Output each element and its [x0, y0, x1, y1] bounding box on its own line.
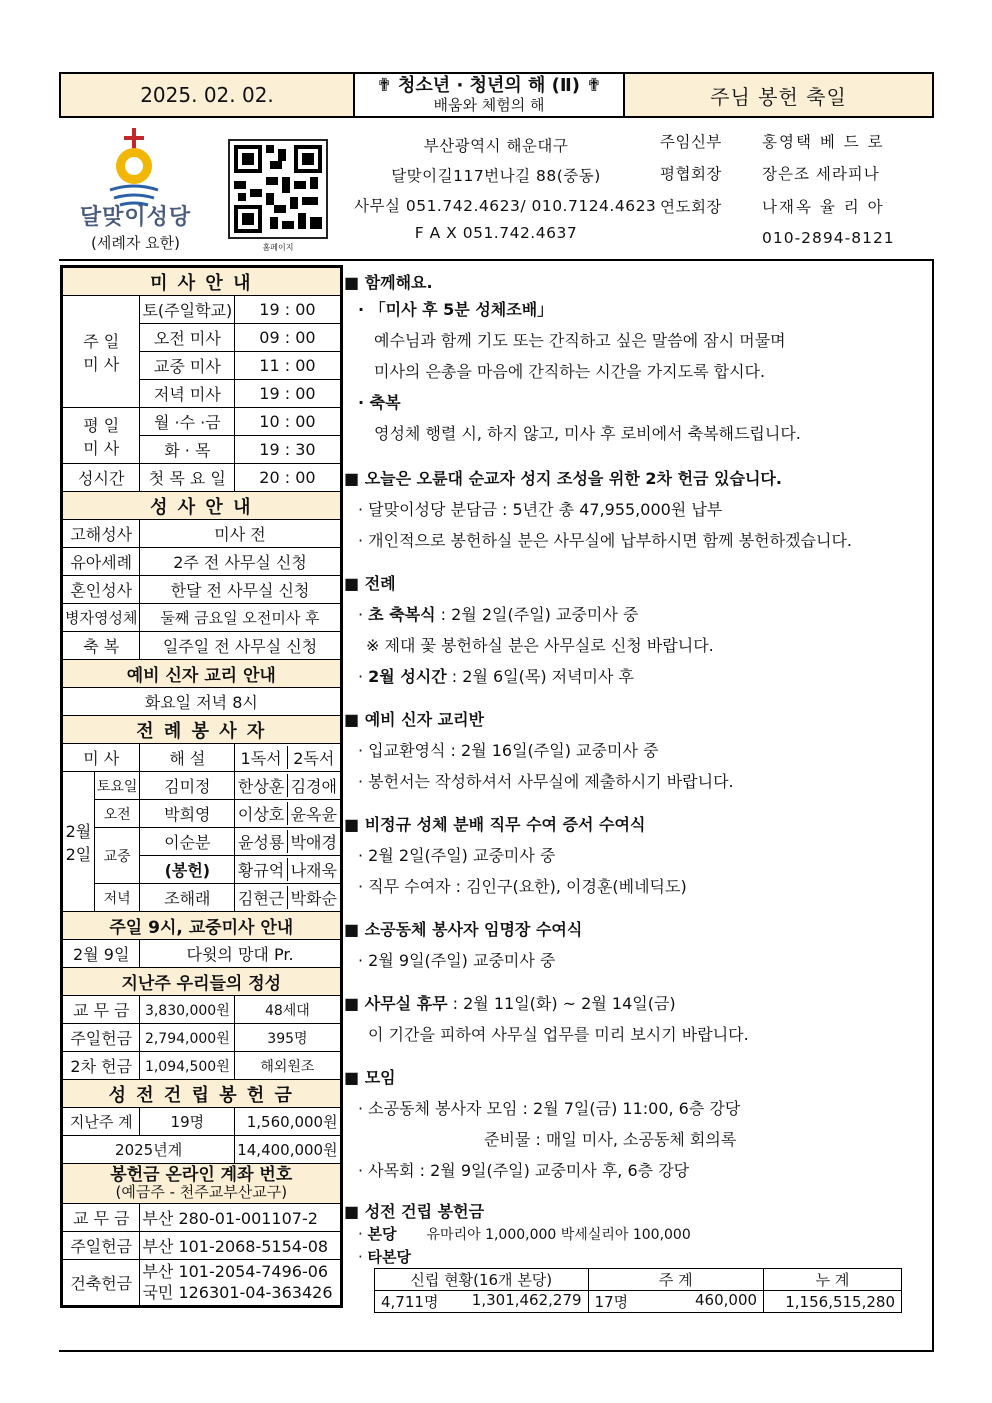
left-info-column — [60, 265, 343, 1308]
notice-item: · 초 축복식 : 2월 2일(주일) 교중미사 중 — [358, 605, 639, 624]
notice-text: 이 기간을 피하여 사무실 업무를 미리 보시기 바랍니다. — [368, 1025, 749, 1044]
sacrament-value: 둘째 금요일 오전미사 후 — [140, 604, 340, 632]
parish-logo — [78, 124, 193, 254]
header-bar — [59, 72, 934, 118]
year-theme — [355, 74, 625, 116]
sunday9-value: 다윗의 망대 Pr. — [140, 940, 340, 968]
notice-item: · 축복 — [358, 393, 401, 412]
server-offertory: (봉헌) — [140, 856, 235, 884]
notice-item: · 입교환영식 : 2월 16일(주일) 교중미사 중 — [358, 741, 659, 760]
catechumen-title: 예비 신자 교리 안내 — [63, 660, 341, 688]
server-readers: 윤성룡 박애경 — [235, 828, 340, 856]
notice-text: 준비물 : 매일 미사, 소공동체 회의록 — [484, 1130, 737, 1149]
server-readers: 한상훈 김경애 — [235, 772, 340, 800]
notice-heading: ■ 오늘은 오륜대 순교자 성지 조성을 위한 2차 헌금 있습니다. — [344, 469, 782, 488]
square-bullet-icon: ■ — [344, 1202, 365, 1221]
mass-title: 미 사 안 내 — [63, 268, 341, 296]
building-year-amount: 14,400,000원 — [235, 1136, 340, 1164]
servers-date: 2월 2일 — [63, 772, 95, 912]
notice-item: · 「미사 후 5분 성체조배」 — [358, 300, 554, 319]
offering-name: 2차 헌금 — [63, 1052, 140, 1080]
building-lastweek-count: 19명 — [140, 1108, 235, 1136]
square-bullet-icon: ■ — [344, 920, 365, 939]
mass-time: 09 : 00 — [235, 324, 340, 352]
square-bullet-icon: ■ — [344, 469, 365, 488]
mass-time: 19 : 00 — [235, 380, 340, 408]
notice-item: · 타본당 — [358, 1248, 412, 1266]
notice-text: 예수님과 함께 기도 또는 간직하고 싶은 말씀에 잠시 머물며 — [374, 331, 786, 350]
cross-icon: ✟ — [376, 75, 399, 97]
sacrament-value: 2주 전 사무실 신청 — [140, 548, 340, 576]
server-readers: 황규억 나재욱 — [235, 856, 340, 884]
fax-number: F A X 051.742.4637 — [414, 224, 578, 242]
servers-mass: 교중 — [94, 828, 140, 884]
offering-amount: 3,830,000원 — [140, 996, 235, 1024]
sunday9-title: 주일 9시, 교중미사 안내 — [63, 912, 341, 940]
year-title: 청소년 · 청년의 해 (Ⅱ) — [398, 75, 580, 97]
staff-name: 나재옥 율 리 아 — [762, 198, 885, 216]
account-name: 주일헌금 — [63, 1232, 140, 1260]
cross-icon: ✟ — [579, 75, 602, 97]
parish-patron: (세례자 요한) — [91, 234, 180, 252]
catechumen-value: 화요일 저녁 8시 — [63, 688, 341, 716]
notice-item: · 개인적으로 봉헌하실 분은 사무실에 납부하시면 함께 봉헌하겠습니다. — [358, 531, 852, 550]
holyhour-label: 성시간 — [63, 464, 140, 492]
servers-title: 전 례 봉 사 자 — [63, 716, 341, 744]
accounts-title: 봉헌금 온라인 계좌 번호 (예금주 - 천주교부산교구) — [63, 1164, 341, 1204]
mass-name: 화 · 목 — [140, 436, 235, 464]
square-bullet-icon: ■ — [344, 994, 365, 1013]
staff-name: 홍영택 베 드 로 — [762, 133, 885, 151]
notice-heading: ■ 예비 신자 교리반 — [344, 710, 485, 729]
mass-name: 저녁 미사 — [140, 380, 235, 408]
qr-caption: 홈페이지 — [262, 243, 294, 252]
building-stats-table — [374, 1268, 902, 1313]
offering-name: 주일헌금 — [63, 1024, 140, 1052]
notice-heading: ■ 모임 — [344, 1068, 396, 1087]
sacrament-value: 미사 전 — [140, 520, 340, 548]
offering-amount: 1,094,500원 — [140, 1052, 235, 1080]
notice-item: · 사목회 : 2월 9일(주일) 교중미사 후, 6층 강당 — [358, 1161, 690, 1180]
mass-time: 10 : 00 — [235, 408, 340, 436]
mass-name: 토(주일학교) — [140, 296, 235, 324]
notice-item: · 본당 유마리아 1,000,000 박세실리아 100,000 — [358, 1225, 691, 1243]
sacrament-value: 한달 전 사무실 신청 — [140, 576, 340, 604]
sacrament-name: 유아세례 — [63, 548, 140, 576]
contact-phone: 010-2894-8121 — [762, 229, 895, 247]
stat-week: 17명 460,000 — [588, 1291, 764, 1313]
account-name: 교 무 금 — [63, 1204, 140, 1232]
mass-name: 교중 미사 — [140, 352, 235, 380]
server-commentator: 조해래 — [140, 884, 235, 912]
stat-cumulative: 1,156,515,280 — [764, 1291, 902, 1313]
office-phone: 사무실 051.742.4623/ 010.7124.4623 — [354, 197, 657, 215]
address-line-1: 부산광역시 해운대구 — [423, 137, 569, 155]
square-bullet-icon: ■ — [344, 815, 365, 834]
notice-item: · 2월 9일(주일) 교중미사 중 — [358, 951, 556, 970]
square-bullet-icon: ■ — [344, 273, 365, 292]
stat-total: 4,711명 1,301,462,279 — [375, 1291, 589, 1313]
servers-col-mass: 미 사 — [63, 744, 140, 772]
account-number: 부산 280-01-001107-2 — [140, 1204, 340, 1232]
servers-col: 1독서 2독서 — [235, 744, 340, 772]
staff-role: 평협회장 — [660, 165, 722, 183]
parish-info-table — [62, 267, 341, 1306]
parish-name: 달맞이성당 — [79, 205, 192, 230]
sacrament-title: 성 사 안 내 — [63, 492, 341, 520]
notice-item: · 소공동체 봉사자 모임 : 2월 7일(금) 11:00, 6층 강당 — [358, 1099, 741, 1118]
building-lastweek-label: 지난주 계 — [63, 1108, 140, 1136]
notice-heading: ■ 비정규 성체 분배 직무 수여 증서 수여식 — [344, 815, 646, 834]
servers-col: 해 설 — [140, 744, 235, 772]
feast-name: 주님 봉헌 축일 — [710, 84, 847, 109]
sacrament-name: 병자영성체 — [63, 604, 140, 632]
mass-time: 11 : 00 — [235, 352, 340, 380]
notice-heading: ■ 함께해요. — [344, 273, 433, 292]
notice-item: · 2월 2일(주일) 교중미사 중 — [358, 846, 556, 865]
server-readers: 김현근 박화순 — [235, 884, 340, 912]
notice-text: ※ 제대 꽃 봉헌하실 분은 사무실로 신청 바랍니다. — [366, 636, 714, 655]
servers-mass: 토요일 — [94, 772, 140, 800]
holyhour-time: 20 : 00 — [235, 464, 340, 492]
square-bullet-icon: ■ — [344, 710, 365, 729]
notice-heading: ■ 성전 건립 봉헌금 — [344, 1202, 485, 1221]
staff-name: 장은조 세라피나 — [762, 165, 880, 183]
sacrament-name: 축 복 — [63, 632, 140, 660]
server-commentator: 박희영 — [140, 800, 235, 828]
bulletin-date: 2025. 02. 02. — [61, 74, 355, 116]
staff-role: 연도회장 — [660, 198, 722, 216]
building-title: 성 전 건 립 봉 헌 금 — [63, 1080, 341, 1108]
offering-name: 교 무 금 — [63, 996, 140, 1024]
mass-time: 19 : 00 — [235, 296, 340, 324]
mass-time: 19 : 30 — [235, 436, 340, 464]
sacrament-name: 고해성사 — [63, 520, 140, 548]
notice-item: · 봉헌서는 작성하셔서 사무실에 제출하시기 바랍니다. — [358, 772, 734, 791]
account-number: 부산 101-2054-7496-06 국민 126301-04-363426 — [140, 1260, 340, 1306]
stat-header: 주 계 — [588, 1269, 764, 1291]
notice-heading: ■ 사무실 휴무 : 2월 11일(화) ~ 2월 14일(금) — [344, 994, 676, 1013]
notice-heading: ■ 전례 — [344, 574, 396, 593]
servers-mass: 저녁 — [94, 884, 140, 912]
account-name: 건축헌금 — [63, 1260, 140, 1306]
notice-column — [344, 265, 934, 1313]
sunday-mass-label: 주 일 미 사 — [63, 296, 140, 408]
notice-item: · 2월 성시간 : 2월 6일(목) 저녁미사 후 — [358, 667, 635, 686]
offering-extra: 해외원조 — [235, 1052, 340, 1080]
notice-item: · 직무 수여자 : 김인구(요한), 이경훈(베네딕도) — [358, 877, 687, 896]
account-number: 부산 101-2068-5154-08 — [140, 1232, 340, 1260]
year-subtitle: 배움와 체험의 해 — [433, 95, 545, 114]
notice-text: 영성체 행렬 시, 하지 않고, 미사 후 로비에서 축복해드립니다. — [374, 424, 801, 443]
offering-extra: 395명 — [235, 1024, 340, 1052]
homepage-qr-code[interactable] — [228, 139, 328, 239]
notice-text: 미사의 은총을 마음에 간직하는 시간을 가지도록 합시다. — [374, 362, 766, 381]
server-readers: 이상호 윤옥윤 — [235, 800, 340, 828]
mass-name: 월 ·수 ·금 — [140, 408, 235, 436]
holyhour-name: 첫 목 요 일 — [140, 464, 235, 492]
offering-title: 지난주 우리들의 정성 — [63, 968, 341, 996]
notice-item: · 달맞이성당 분담금 : 5년간 총 47,955,000원 납부 — [358, 500, 723, 519]
building-lastweek-amount: 1,560,000원 — [235, 1108, 340, 1136]
server-commentator: 이순분 — [140, 828, 235, 856]
offering-extra: 48세대 — [235, 996, 340, 1024]
offering-amount: 2,794,000원 — [140, 1024, 235, 1052]
notice-heading: ■ 소공동체 봉사자 임명장 수여식 — [344, 920, 583, 939]
address-line-2: 달맞이길117번나길 88(중동) — [391, 167, 601, 185]
mass-name: 오전 미사 — [140, 324, 235, 352]
building-year-label: 2025년계 — [63, 1136, 235, 1164]
stat-header: 누 계 — [764, 1269, 902, 1291]
weekday-mass-label: 평 일 미 사 — [63, 408, 140, 464]
square-bullet-icon: ■ — [344, 574, 365, 593]
staff-role: 주임신부 — [660, 133, 722, 151]
server-commentator: 김미정 — [140, 772, 235, 800]
square-bullet-icon: ■ — [344, 1068, 365, 1087]
sunday9-date: 2월 9일 — [63, 940, 140, 968]
servers-mass: 오전 — [94, 800, 140, 828]
sacrament-name: 혼인성사 — [63, 576, 140, 604]
sacrament-value: 일주일 전 사무실 신청 — [140, 632, 340, 660]
qr-code-icon — [230, 141, 326, 237]
stat-header: 신립 현황(16개 본당) — [375, 1269, 589, 1291]
